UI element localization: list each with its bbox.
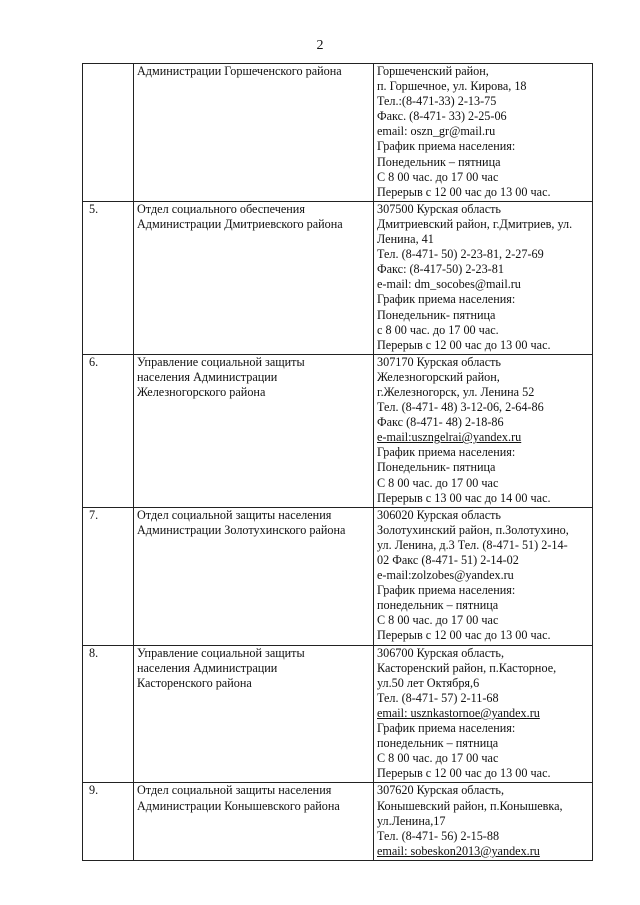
email-line: email: oszn_gr@mail.ru	[377, 124, 496, 139]
contact-line: понедельник – пятница	[377, 598, 499, 613]
contact-line: 307620 Курская область,	[377, 783, 505, 798]
row-number: 9.	[83, 783, 134, 860]
row-number: 6.	[83, 354, 134, 507]
contact-line: г.Железногорск, ул. Ленина 52	[377, 384, 535, 399]
contact-line: Факс: (8-417-50) 2-23-81	[377, 262, 504, 277]
table-row	[83, 507, 593, 645]
contact-line: 306700 Курская область,	[377, 645, 505, 660]
contact-line: График приема населения:	[377, 139, 516, 154]
contact-line: Перерыв с 12 00 час до 13 00 час.	[377, 337, 551, 352]
contact-line: ул.Ленина,17	[377, 813, 446, 828]
contact-line: С 8 00 час. до 17 00 час	[377, 751, 499, 766]
contact-cell	[374, 201, 593, 354]
contact-line: Перерыв с 12 00 час до 13 00 час.	[377, 184, 551, 199]
contact-line: 02 Факс (8-471- 51) 2-14-02	[377, 553, 519, 567]
organization-line: Управление социальной защиты	[137, 354, 305, 369]
contact-line: Факс (8-471- 48) 2-18-86	[377, 415, 504, 430]
organization-cell	[134, 783, 374, 860]
contact-line: ул.50 лет Октября,6	[377, 675, 480, 690]
contact-cell	[374, 645, 593, 783]
contact-line: Тел. (8-471- 50) 2-23-81, 2-27-69	[377, 247, 544, 262]
contact-line: с 8 00 час. до 17 00 час.	[377, 322, 499, 337]
contact-line: Факс. (8-471- 33) 2-25-06	[377, 109, 507, 124]
organization-line: Отдел социального обеспечения	[137, 201, 305, 216]
contact-line: п. Горшечное, ул. Кирова, 18	[377, 79, 527, 94]
contact-line: Понедельник – пятница	[377, 154, 501, 169]
contact-line: Перерыв с 13 00 час до 14 00 час.	[377, 490, 551, 505]
contact-line: Касторенский район, п.Касторное,	[377, 660, 557, 675]
organization-cell	[134, 354, 374, 507]
contact-line: Конышевский район, п.Конышевка,	[377, 798, 563, 813]
contact-line: Перерыв с 12 00 час до 13 00 час.	[377, 766, 551, 781]
contact-cell	[374, 507, 593, 645]
organization-line: Отдел социальной защиты населения	[137, 783, 332, 798]
organization-line: населения Администрации	[137, 369, 278, 384]
contact-line: Горшеченский район,	[377, 64, 489, 78]
organization-cell	[134, 645, 374, 783]
contact-line: График приема населения:	[377, 292, 516, 307]
contacts-table	[82, 63, 593, 861]
contact-line: С 8 00 час. до 17 00 час	[377, 475, 499, 490]
contact-cell	[374, 64, 593, 202]
organization-line: Администрации Конышевского района	[137, 798, 340, 813]
contact-line: Железногорский район,	[377, 369, 500, 384]
organization-line: Администрации Горшеченского района	[137, 64, 342, 78]
contact-line: 306020 Курская область	[377, 507, 501, 522]
contact-line: Дмитриевский район, г.Дмитриев, ул.	[377, 216, 573, 231]
contact-line: ул. Ленина, д.3 Тел. (8-471- 51) 2-14-	[377, 537, 568, 552]
organization-line: Отдел социальной защиты населения	[137, 507, 332, 522]
contact-line: Тел.:(8-471-33) 2-13-75	[377, 94, 497, 109]
table-row	[83, 354, 593, 507]
contact-line: Тел. (8-471- 56) 2-15-88	[377, 828, 500, 843]
organization-line: Администрации Дмитриевского района	[137, 216, 343, 231]
organization-line: Администрации Золотухинского района	[137, 522, 346, 537]
organization-cell	[134, 201, 374, 354]
organization-cell	[134, 64, 374, 202]
email-link[interactable]: e-mail:uszngelrai@yandex.ru	[377, 430, 522, 445]
organization-line: населения Администрации	[137, 660, 278, 675]
email-link[interactable]: email: usznkastornoe@yandex.ru	[377, 705, 540, 720]
contact-line: Перерыв с 12 00 час до 13 00 час.	[377, 628, 551, 643]
organization-line: Касторенского района	[137, 675, 252, 690]
table-row	[83, 783, 593, 860]
contact-line: Ленина, 41	[377, 232, 434, 247]
row-number	[83, 64, 134, 202]
email-line: e-mail:zolzobes@yandex.ru	[377, 568, 514, 583]
row-number: 5.	[83, 201, 134, 354]
contact-line: Золотухинский район, п.Золотухино,	[377, 522, 569, 537]
contact-line: Понедельник- пятница	[377, 307, 496, 322]
email-link[interactable]: email: sobeskon2013@yandex.ru	[377, 843, 540, 858]
contact-line: Тел. (8-471- 48) 3-12-06, 2-64-86	[377, 400, 544, 415]
contact-line: 307170 Курская область	[377, 354, 501, 369]
contact-cell	[374, 783, 593, 860]
contact-line: График приема населения:	[377, 445, 516, 460]
contact-line: понедельник – пятница	[377, 736, 499, 751]
table-row	[83, 645, 593, 783]
organization-line: Управление социальной защиты	[137, 645, 305, 660]
contact-line: Понедельник- пятница	[377, 460, 496, 475]
row-number: 8.	[83, 645, 134, 783]
contact-cell	[374, 354, 593, 507]
page-number: 2	[316, 38, 324, 53]
organization-cell	[134, 507, 374, 645]
table-row	[83, 201, 593, 354]
contact-line: График приема населения:	[377, 721, 516, 736]
contact-line: С 8 00 час. до 17 00 час	[377, 613, 499, 628]
contact-line: Тел. (8-471- 57) 2-11-68	[377, 690, 499, 705]
contact-line: График приема населения:	[377, 583, 516, 598]
email-line: e-mail: dm_socobes@mail.ru	[377, 277, 521, 292]
contact-line: 307500 Курская область	[377, 201, 501, 216]
table-row	[83, 64, 593, 202]
contact-line: С 8 00 час. до 17 00 час	[377, 169, 499, 184]
row-number: 7.	[83, 507, 134, 645]
organization-line: Железногорского района	[137, 384, 266, 399]
